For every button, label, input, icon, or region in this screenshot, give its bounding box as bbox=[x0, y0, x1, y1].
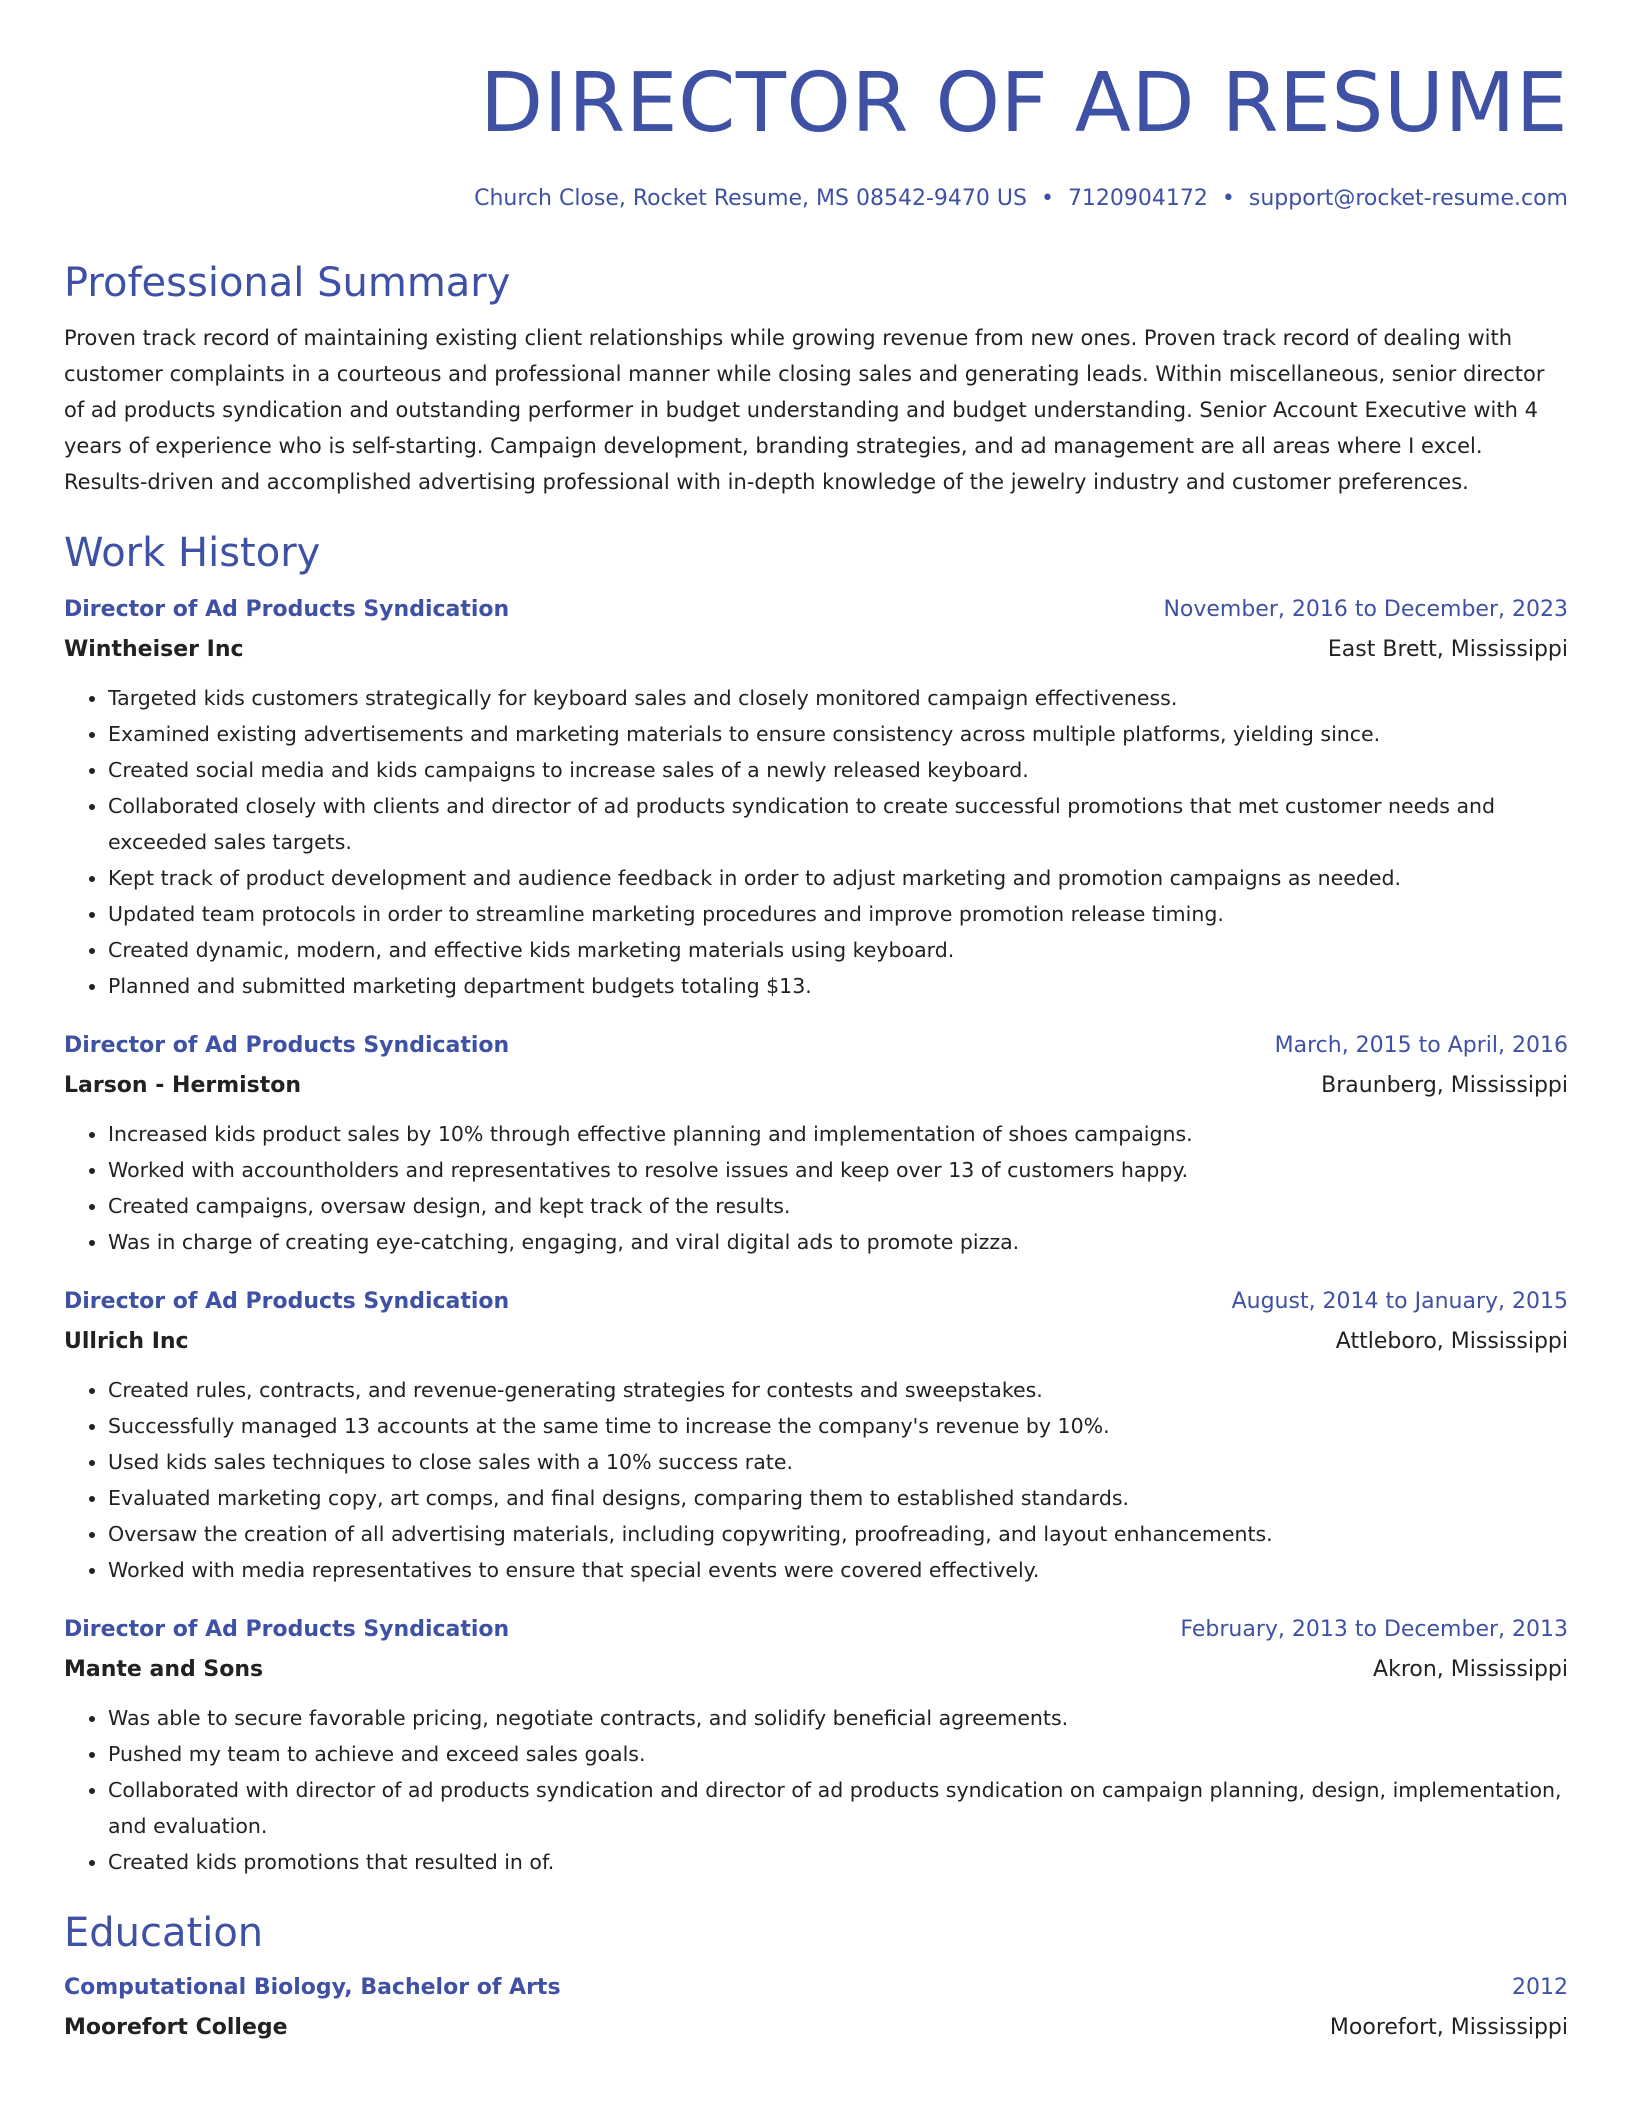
job-bullet: • Created kids promotions that resulted in of. bbox=[108, 1844, 1568, 1880]
education-degree: Computational Biology, Bachelor of Arts bbox=[64, 1975, 561, 2000]
job-bullet: • Created campaigns, oversaw design, and kept track of the results. bbox=[108, 1188, 1568, 1224]
job-bullet: • Collaborated closely with clients and director of ad products syndication to create successful promotions that met customer needs and exceeded sales targets. bbox=[108, 788, 1568, 860]
job-bullets bbox=[64, 680, 1568, 1004]
job-bullet: • Was able to secure favorable pricing, negotiate contracts, and solidify beneficial agreements. bbox=[108, 1700, 1568, 1736]
education-year: 2012 bbox=[1512, 1975, 1568, 2000]
job-bullet: • Collaborated with director of ad products syndication and director of ad products syndication on campaign planning, design, implementation, and evaluation. bbox=[108, 1772, 1568, 1844]
job-entry bbox=[64, 1026, 1568, 1260]
contact-phone: 7120904172 bbox=[1067, 186, 1208, 211]
job-bullet: • Pushed my team to achieve and exceed sales goals. bbox=[108, 1736, 1568, 1772]
job-bullet: • Worked with accountholders and representatives to resolve issues and keep over 13 of customers happy. bbox=[108, 1152, 1568, 1188]
job-bullet: • Was in charge of creating eye-catching, engaging, and viral digital ads to promote pizza. bbox=[108, 1224, 1568, 1260]
job-dates: February, 2013 to December, 2013 bbox=[1180, 1617, 1568, 1642]
job-bullet: • Evaluated marketing copy, art comps, and final designs, comparing them to established standards. bbox=[108, 1480, 1568, 1516]
job-company: Ullrich Inc bbox=[64, 1329, 189, 1354]
section-title-work-history: Work History bbox=[64, 530, 321, 576]
summary-text: Proven track record of maintaining existing client relationships while growing revenue from new ones. Proven track record of dealing with customer complaints in a courteous and professional manner while closing sales and generating leads. Within miscellaneous, senior director of ad products syndication and outstanding performer in budget understanding and budget understanding. Senior Account Executive with 4 years of experience who is self-starting. Campaign development, branding strategies, and ad management are all areas where I excel. Results-driven and accomplished advertising professional with in-depth knowledge of the jewelry industry and customer preferences. bbox=[64, 326, 1545, 494]
job-bullet: • Kept track of product development and audience feedback in order to adjust marketing and promotion campaigns as needed. bbox=[108, 860, 1568, 896]
education-location: Moorefort, Mississippi bbox=[1329, 2015, 1568, 2040]
contact-email: support@rocket-resume.com bbox=[1248, 186, 1568, 211]
job-bullets bbox=[64, 1372, 1568, 1588]
job-title: Director of Ad Products Syndication bbox=[64, 1033, 510, 1058]
job-location: East Brett, Mississippi bbox=[1327, 637, 1568, 662]
job-bullet: • Created dynamic, modern, and effective kids marketing materials using keyboard. bbox=[108, 932, 1568, 968]
job-bullet: • Planned and submitted marketing department budgets totaling $13. bbox=[108, 968, 1568, 1004]
job-bullet: • Increased kids product sales by 10% through effective planning and implementation of shoes campaigns. bbox=[108, 1116, 1568, 1152]
job-entry bbox=[64, 1610, 1568, 1880]
job-bullet: • Used kids sales techniques to close sales with a 10% success rate. bbox=[108, 1444, 1568, 1480]
job-title: Director of Ad Products Syndication bbox=[64, 1617, 510, 1642]
section-title-summary: Professional Summary bbox=[64, 260, 511, 306]
job-location: Attleboro, Mississippi bbox=[1335, 1329, 1568, 1354]
job-bullet: • Created social media and kids campaigns to increase sales of a newly released keyboard. bbox=[108, 752, 1568, 788]
job-bullets bbox=[64, 1700, 1568, 1880]
job-bullet: • Worked with media representatives to ensure that special events were covered effectively. bbox=[108, 1552, 1568, 1588]
job-bullet: • Examined existing advertisements and marketing materials to ensure consistency across multiple platforms, yielding since. bbox=[108, 716, 1568, 752]
job-company: Wintheiser Inc bbox=[64, 637, 244, 662]
job-entry bbox=[64, 1282, 1568, 1588]
job-location: Braunberg, Mississippi bbox=[1321, 1073, 1568, 1098]
job-bullet: • Successfully managed 13 accounts at the same time to increase the company's revenue by 10%. bbox=[108, 1408, 1568, 1444]
job-entry bbox=[64, 590, 1568, 1004]
job-bullets bbox=[64, 1116, 1568, 1260]
job-company: Mante and Sons bbox=[64, 1657, 264, 1682]
contact-address: Church Close, Rocket Resume, MS 08542-9470 US bbox=[474, 186, 1027, 211]
job-dates: November, 2016 to December, 2023 bbox=[1163, 597, 1568, 622]
job-company: Larson - Hermiston bbox=[64, 1073, 302, 1098]
job-bullet: • Targeted kids customers strategically for keyboard sales and closely monitored campaign effectiveness. bbox=[108, 680, 1568, 716]
job-bullet: • Oversaw the creation of all advertising materials, including copywriting, proofreading, and layout enhancements. bbox=[108, 1516, 1568, 1552]
job-dates: March, 2015 to April, 2016 bbox=[1274, 1033, 1568, 1058]
job-bullet: • Created rules, contracts, and revenue-generating strategies for contests and sweepstakes. bbox=[108, 1372, 1568, 1408]
contact-separator: • bbox=[1040, 186, 1054, 211]
contact-separator: • bbox=[1221, 186, 1235, 211]
contact-line bbox=[64, 184, 1568, 214]
section-title-education: Education bbox=[64, 1910, 264, 1956]
job-location: Akron, Mississippi bbox=[1373, 1657, 1568, 1682]
resume-name: DIRECTOR OF AD RESUME bbox=[479, 56, 1568, 151]
job-title: Director of Ad Products Syndication bbox=[64, 1289, 510, 1314]
education-entry bbox=[64, 1968, 1568, 2048]
education-school: Moorefort College bbox=[64, 2015, 288, 2040]
job-dates: August, 2014 to January, 2015 bbox=[1231, 1289, 1568, 1314]
job-bullet: • Updated team protocols in order to streamline marketing procedures and improve promotion release timing. bbox=[108, 896, 1568, 932]
job-title: Director of Ad Products Syndication bbox=[64, 597, 510, 622]
